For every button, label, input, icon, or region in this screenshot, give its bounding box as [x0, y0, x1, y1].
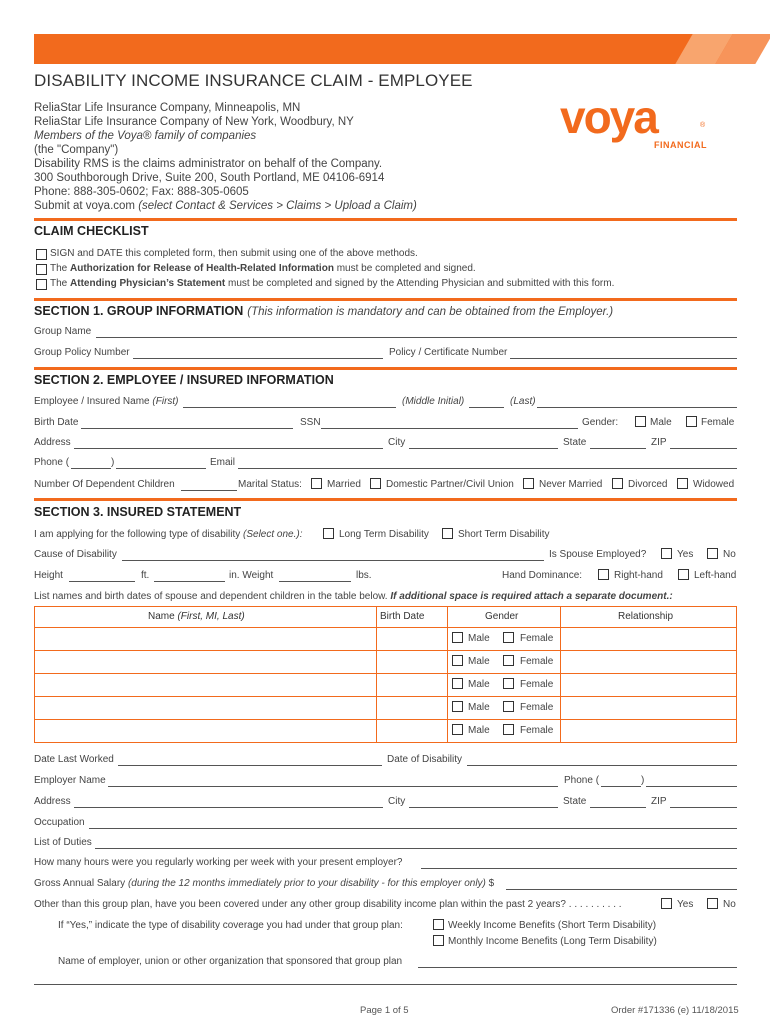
spouse-employed-label: Is Spouse Employed? [549, 549, 647, 560]
married-label: Married [327, 479, 361, 490]
ssn-field[interactable] [321, 428, 578, 429]
occupation-label: Occupation [34, 817, 85, 828]
employer-zip-field[interactable] [670, 807, 737, 808]
employer-phone-label: Phone ( [564, 775, 600, 786]
state-label: State [563, 437, 587, 448]
phone-close: ) [111, 457, 115, 468]
list-intro: List names and birth dates of spouse and dependent children in the table below. If additional space is required attach a separate document.: [34, 591, 673, 602]
phone-area-field[interactable] [71, 468, 111, 469]
section2-heading: SECTION 2. EMPLOYEE / INSURED INFORMATION [34, 373, 334, 387]
other-plan-no-label: No [723, 899, 736, 910]
applying-label: I am applying for the following type of disability (Select one.): [34, 529, 303, 540]
weight-field[interactable] [279, 581, 351, 582]
hours-label: How many hours were you regularly working per week with your present employer? [34, 857, 403, 868]
first-name-field[interactable] [183, 407, 396, 408]
employer-zip-label: ZIP [651, 796, 667, 807]
checklist-item: The Authorization for Release of Health-Related Information must be completed and signed. [50, 263, 476, 274]
date-disability-field[interactable] [467, 765, 737, 766]
company-header [34, 101, 417, 213]
left-hand-checkbox[interactable] [678, 569, 689, 580]
phone-field[interactable] [116, 468, 206, 469]
section3-heading: SECTION 3. INSURED STATEMENT [34, 505, 242, 519]
married-checkbox[interactable] [311, 478, 322, 489]
duties-label: List of Duties [34, 837, 92, 848]
spouse-yes-label: Yes [677, 549, 694, 560]
zip-label: ZIP [651, 437, 667, 448]
never-married-checkbox[interactable] [523, 478, 534, 489]
row-male-label: Male [468, 725, 490, 736]
height-label: Height [34, 570, 63, 581]
row-female-label: Female [520, 702, 554, 713]
employer-city-label: City [388, 796, 406, 807]
checklist-checkbox[interactable] [36, 264, 47, 275]
monthly-label: Monthly Income Benefits (Long Term Disability) [448, 936, 657, 947]
employer-address-field[interactable] [74, 807, 383, 808]
last-worked-label: Date Last Worked [34, 754, 114, 765]
col-gender-header: Gender [485, 611, 519, 622]
header-line: Disability RMS is the claims administrator on behalf of the Company. [34, 158, 383, 170]
sponsor-field[interactable] [418, 967, 737, 968]
employer-address-label: Address [34, 796, 71, 807]
height-ft-field[interactable] [69, 581, 135, 582]
birth-date-field[interactable] [81, 428, 293, 429]
right-hand-checkbox[interactable] [598, 569, 609, 580]
row-male-checkbox[interactable] [452, 655, 463, 666]
female-checkbox[interactable] [686, 416, 697, 427]
logo-word: voya [560, 91, 657, 143]
checklist-item: SIGN and DATE this completed form, then submit using one of the above methods. [50, 248, 418, 259]
header-line: Submit at voya.com (select Contact & Services > Claims > Upload a Claim) [34, 200, 417, 212]
col-name-header: Name (First, MI, Last) [148, 611, 245, 622]
divorced-checkbox[interactable] [612, 478, 623, 489]
row-male-label: Male [468, 679, 490, 690]
group-policy-field[interactable] [133, 358, 383, 359]
sponsor-field-line2[interactable] [34, 984, 737, 985]
row-male-label: Male [468, 656, 490, 667]
col-birth-header: Birth Date [380, 611, 425, 622]
checklist-item: The Attending Physician’s Statement must be completed and signed by the Attending Physician and submitted with this form. [50, 278, 615, 289]
email-field[interactable] [238, 468, 737, 469]
employer-label: Employer Name [34, 775, 106, 786]
row-female-checkbox[interactable] [503, 724, 514, 735]
employer-field[interactable] [108, 786, 558, 787]
section-rule [34, 498, 737, 501]
birth-date-label: Birth Date [34, 417, 79, 428]
last-name-field[interactable] [537, 407, 737, 408]
hours-field[interactable] [421, 868, 737, 869]
voya-logo [560, 91, 710, 158]
dependents-table [34, 606, 737, 743]
row-female-label: Female [520, 633, 554, 644]
row-male-checkbox[interactable] [452, 632, 463, 643]
employer-phone-field[interactable] [646, 786, 737, 787]
spouse-no-label: No [723, 549, 736, 560]
group-policy-label: Group Policy Number [34, 347, 130, 358]
order-number: Order #171336 (e) 11/18/2015 [611, 1005, 739, 1016]
duties-field[interactable] [95, 848, 737, 849]
group-name-field[interactable] [96, 337, 737, 338]
right-hand-label: Right-hand [614, 570, 663, 581]
widowed-label: Widowed [693, 479, 735, 490]
employer-city-field[interactable] [409, 807, 558, 808]
header-line: 300 Southborough Drive, Suite 200, South Portland, ME 04106-6914 [34, 172, 385, 184]
header-line: Members of the Voya® family of companies [34, 130, 257, 142]
other-plan-label: Other than this group plan, have you been covered under any other group disability income plan within the past 2 years? . . . . . . . . . . [34, 899, 622, 910]
left-hand-label: Left-hand [694, 570, 737, 581]
cause-field[interactable] [122, 560, 544, 561]
form-title: DISABILITY INCOME INSURANCE CLAIM - EMPLOYEE [34, 71, 473, 90]
city-field[interactable] [409, 448, 558, 449]
other-plan-yes-label: Yes [677, 899, 694, 910]
other-plan-no-checkbox[interactable] [707, 898, 718, 909]
middle-field[interactable] [469, 407, 504, 408]
row-male-checkbox[interactable] [452, 724, 463, 735]
employer-phone-close: ) [641, 775, 645, 786]
last-label: (Last) [510, 396, 536, 407]
spouse-yes-checkbox[interactable] [661, 548, 672, 559]
row-female-checkbox[interactable] [503, 632, 514, 643]
policy-cert-label: Policy / Certificate Number [389, 347, 508, 358]
group-name-label: Group Name [34, 326, 92, 337]
employer-state-label: State [563, 796, 587, 807]
checklist-checkbox[interactable] [36, 279, 47, 290]
row-female-checkbox[interactable] [503, 655, 514, 666]
female-label: Female [701, 417, 735, 428]
sponsor-label: Name of employer, union or other organization that sponsored that group plan [58, 956, 403, 967]
row-male-label: Male [468, 633, 490, 644]
date-disability-label: Date of Disability [387, 754, 463, 765]
domestic-checkbox[interactable] [370, 478, 381, 489]
gender-label: Gender: [582, 417, 619, 428]
row-female-label: Female [520, 725, 554, 736]
height-in-field[interactable] [154, 581, 225, 582]
salary-label: Gross Annual Salary (during the 12 months immediately prior to your disability - for this employer only) $ [34, 878, 495, 889]
marital-label: Marital Status: [238, 479, 302, 490]
row-male-label: Male [468, 702, 490, 713]
dependents-label: Number Of Dependent Children [34, 479, 175, 490]
std-label: Short Term Disability [458, 529, 550, 540]
policy-cert-field[interactable] [510, 358, 737, 359]
row-female-label: Female [520, 656, 554, 667]
dependents-field[interactable] [181, 490, 237, 491]
header-line: Phone: 888-305-0602; Fax: 888-305-0605 [34, 186, 249, 198]
ltd-label: Long Term Disability [339, 529, 429, 540]
employer-phone-area[interactable] [601, 786, 641, 787]
header-line: ReliaStar Life Insurance Company, Minneapolis, MN [34, 102, 301, 114]
insured-name-label: Employee / Insured Name (First) [34, 396, 179, 407]
occupation-field[interactable] [89, 828, 737, 829]
weekly-label: Weekly Income Benefits (Short Term Disability) [448, 920, 657, 931]
male-checkbox[interactable] [635, 416, 646, 427]
ft-label: ft. [141, 570, 150, 581]
ssn-label: SSN [300, 417, 321, 428]
middle-label: (Middle Initial) [402, 396, 465, 407]
page-number: Page 1 of 5 [360, 1005, 409, 1016]
weekly-checkbox[interactable] [433, 919, 444, 930]
never-married-label: Never Married [539, 479, 603, 490]
address-field[interactable] [74, 448, 383, 449]
checklist-heading: CLAIM CHECKLIST [34, 224, 149, 238]
phone-label: Phone ( [34, 457, 70, 468]
section-rule [34, 298, 737, 301]
state-field[interactable] [590, 448, 646, 449]
col-relationship-header: Relationship [618, 611, 674, 622]
header-line: ReliaStar Life Insurance Company of New York, Woodbury, NY [34, 116, 354, 128]
hand-label: Hand Dominance: [502, 570, 583, 581]
lbs-label: lbs. [356, 570, 372, 581]
header-line: (the "Company") [34, 144, 119, 156]
logo-reg: ® [700, 122, 706, 129]
section1-heading: SECTION 1. GROUP INFORMATION (This information is mandatory and can be obtained from the Employer.) [34, 304, 614, 318]
other-plan-yes-checkbox[interactable] [661, 898, 672, 909]
weight-label: in. Weight [229, 570, 274, 581]
zip-field[interactable] [670, 448, 737, 449]
section-rule [34, 218, 737, 221]
male-label: Male [650, 417, 672, 428]
row-male-checkbox[interactable] [452, 678, 463, 689]
last-worked-field[interactable] [118, 765, 382, 766]
salary-field[interactable] [506, 889, 737, 890]
spouse-no-checkbox[interactable] [707, 548, 718, 559]
divorced-label: Divorced [628, 479, 668, 490]
address-label: Address [34, 437, 71, 448]
std-checkbox[interactable] [442, 528, 453, 539]
if-yes-label: If “Yes,” indicate the type of disability coverage you had under that group plan: [58, 920, 403, 931]
logo-financial: FINANCIAL [654, 140, 707, 150]
domestic-label: Domestic Partner/Civil Union [386, 479, 514, 490]
monthly-checkbox[interactable] [433, 935, 444, 946]
ltd-checkbox[interactable] [323, 528, 334, 539]
widowed-checkbox[interactable] [677, 478, 688, 489]
employer-state-field[interactable] [590, 807, 646, 808]
row-female-checkbox[interactable] [503, 701, 514, 712]
row-female-label: Female [520, 679, 554, 690]
section-rule [34, 367, 737, 370]
city-label: City [388, 437, 406, 448]
top-banner [34, 34, 737, 64]
checklist-checkbox[interactable] [36, 249, 47, 260]
email-label: Email [210, 457, 236, 468]
cause-label: Cause of Disability [34, 549, 117, 560]
row-female-checkbox[interactable] [503, 678, 514, 689]
row-male-checkbox[interactable] [452, 701, 463, 712]
